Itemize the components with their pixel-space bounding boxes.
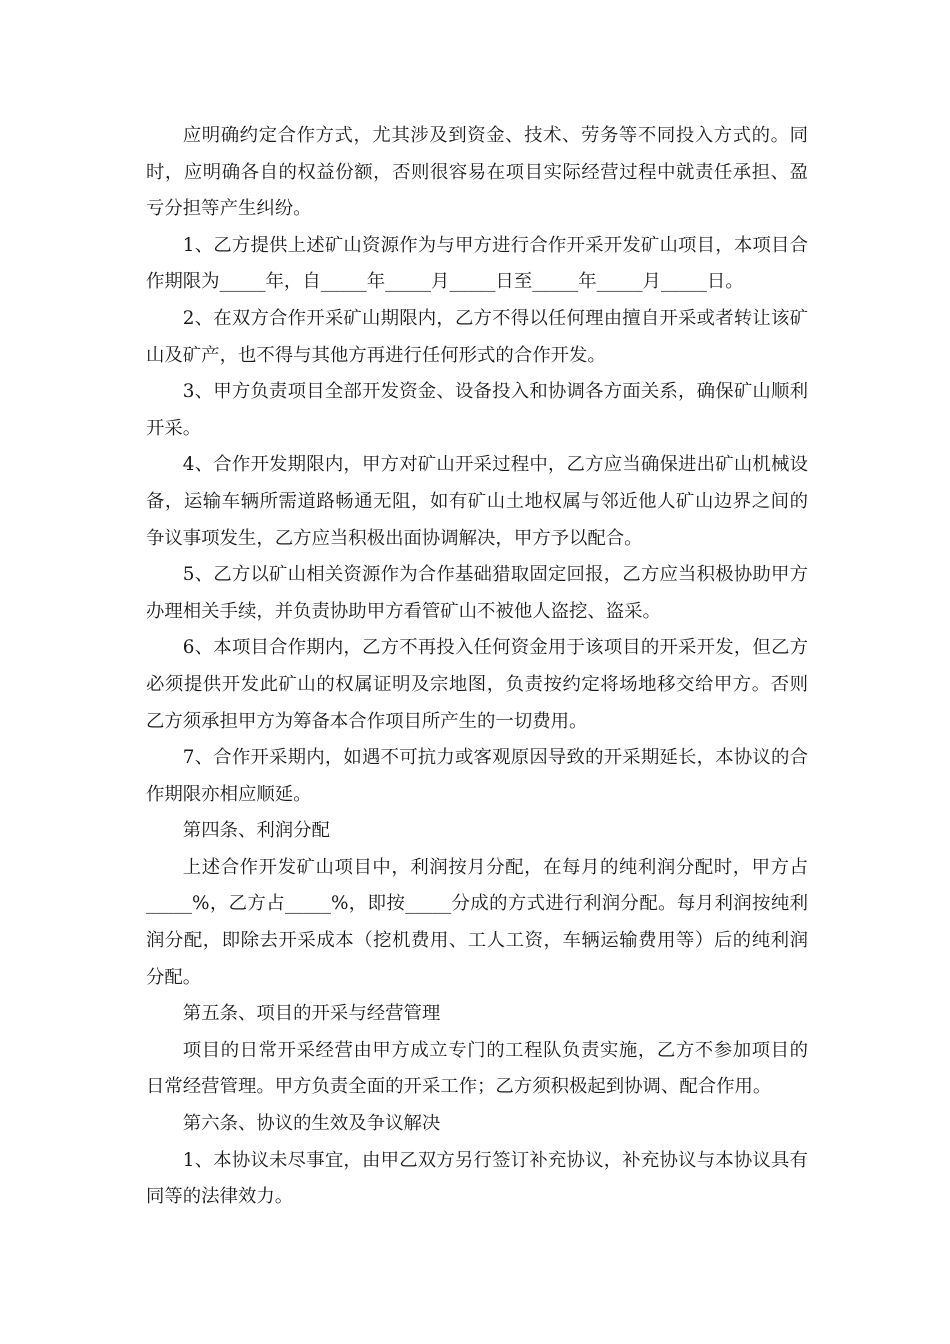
article-5-management: 项目的日常开采经营由甲方成立专门的工程队负责实施，乙方不参加项目的日常经营管理。甲方负责全面的开采工作；乙方须积极起到协调、配合作用。 xyxy=(146,1039,808,1098)
clause-2-exclusivity: 2、在双方合作开采矿山期限内，乙方不得以任何理由擅自开采或者转让该矿山及矿产，也不得与其他方再进行任何形式的合作开发。 xyxy=(146,307,808,366)
clause-7-force-majeure: 7、合作开采期内，如遇不可抗力或客观原因导致的开采期延长，本协议的合作期限亦相应顺延。 xyxy=(146,747,808,805)
section-heading-article-4: 第四条、利润分配 xyxy=(182,820,330,842)
paragraph-cooperation-method: 应明确约定合作方式，尤其涉及到资金、技术、劳务等不同投入方式的。同时，应明确各自的权益份额，否则很容易在项目实际经营过程中就责任承担、盈亏分担等产生纠纷。 xyxy=(146,125,808,220)
clause-1-term: 1、乙方提供上述矿山资源作为与甲方进行合作开采开发矿山项目，本项目合作期限为_____年，自_____年_____月_____日至_____年_____月_____日。 xyxy=(146,234,808,293)
section-heading-article-5: 第五条、项目的开采与经营管理 xyxy=(182,1003,441,1025)
article-4-profit-distribution: 上述合作开发矿山项目中，利润按月分配，在每月的纯利润分配时，甲方占_____%，乙方占_____%，即按_____分成的方式进行利润分配。每月利润按纯利润分配，即除去开采成本（挖机费用、工人工资，车辆运输费用等）后的纯利润分配。 xyxy=(146,856,808,988)
clause-6-no-investment: 6、本项目合作期内，乙方不再投入任何资金用于该项目的开采开发，但乙方必须提供开发此矿山的权属证明及宗地图，负责按约定将场地移交给甲方。否则乙方须承担甲方为筹备本合作项目所产生的一切费用。 xyxy=(146,637,808,732)
article-6-clause-1: 1、本协议未尽事宜，由甲乙双方另行签订补充协议，补充协议与本协议具有同等的法律效力。 xyxy=(146,1149,808,1208)
clause-3-funding: 3、甲方负责项目全部开发资金、设备投入和协调各方面关系，确保矿山顺利开采。 xyxy=(146,381,808,439)
clause-5-return: 5、乙方以矿山相关资源作为合作基础猎取固定回报，乙方应当积极协助甲方办理相关手续，并负责协助甲方看管矿山不被他人盗挖、盗采。 xyxy=(146,564,808,622)
document-body xyxy=(146,118,808,1216)
clause-4-access: 4、合作开发期限内，甲方对矿山开采过程中，乙方应当确保进出矿山机械设备，运输车辆所需道路畅通无阻，如有矿山土地权属与邻近他人矿山边界之间的争议事项发生，乙方应当积极出面协调解决，甲方予以配合。 xyxy=(146,454,808,549)
section-heading-article-6: 第六条、协议的生效及争议解决 xyxy=(182,1113,441,1135)
